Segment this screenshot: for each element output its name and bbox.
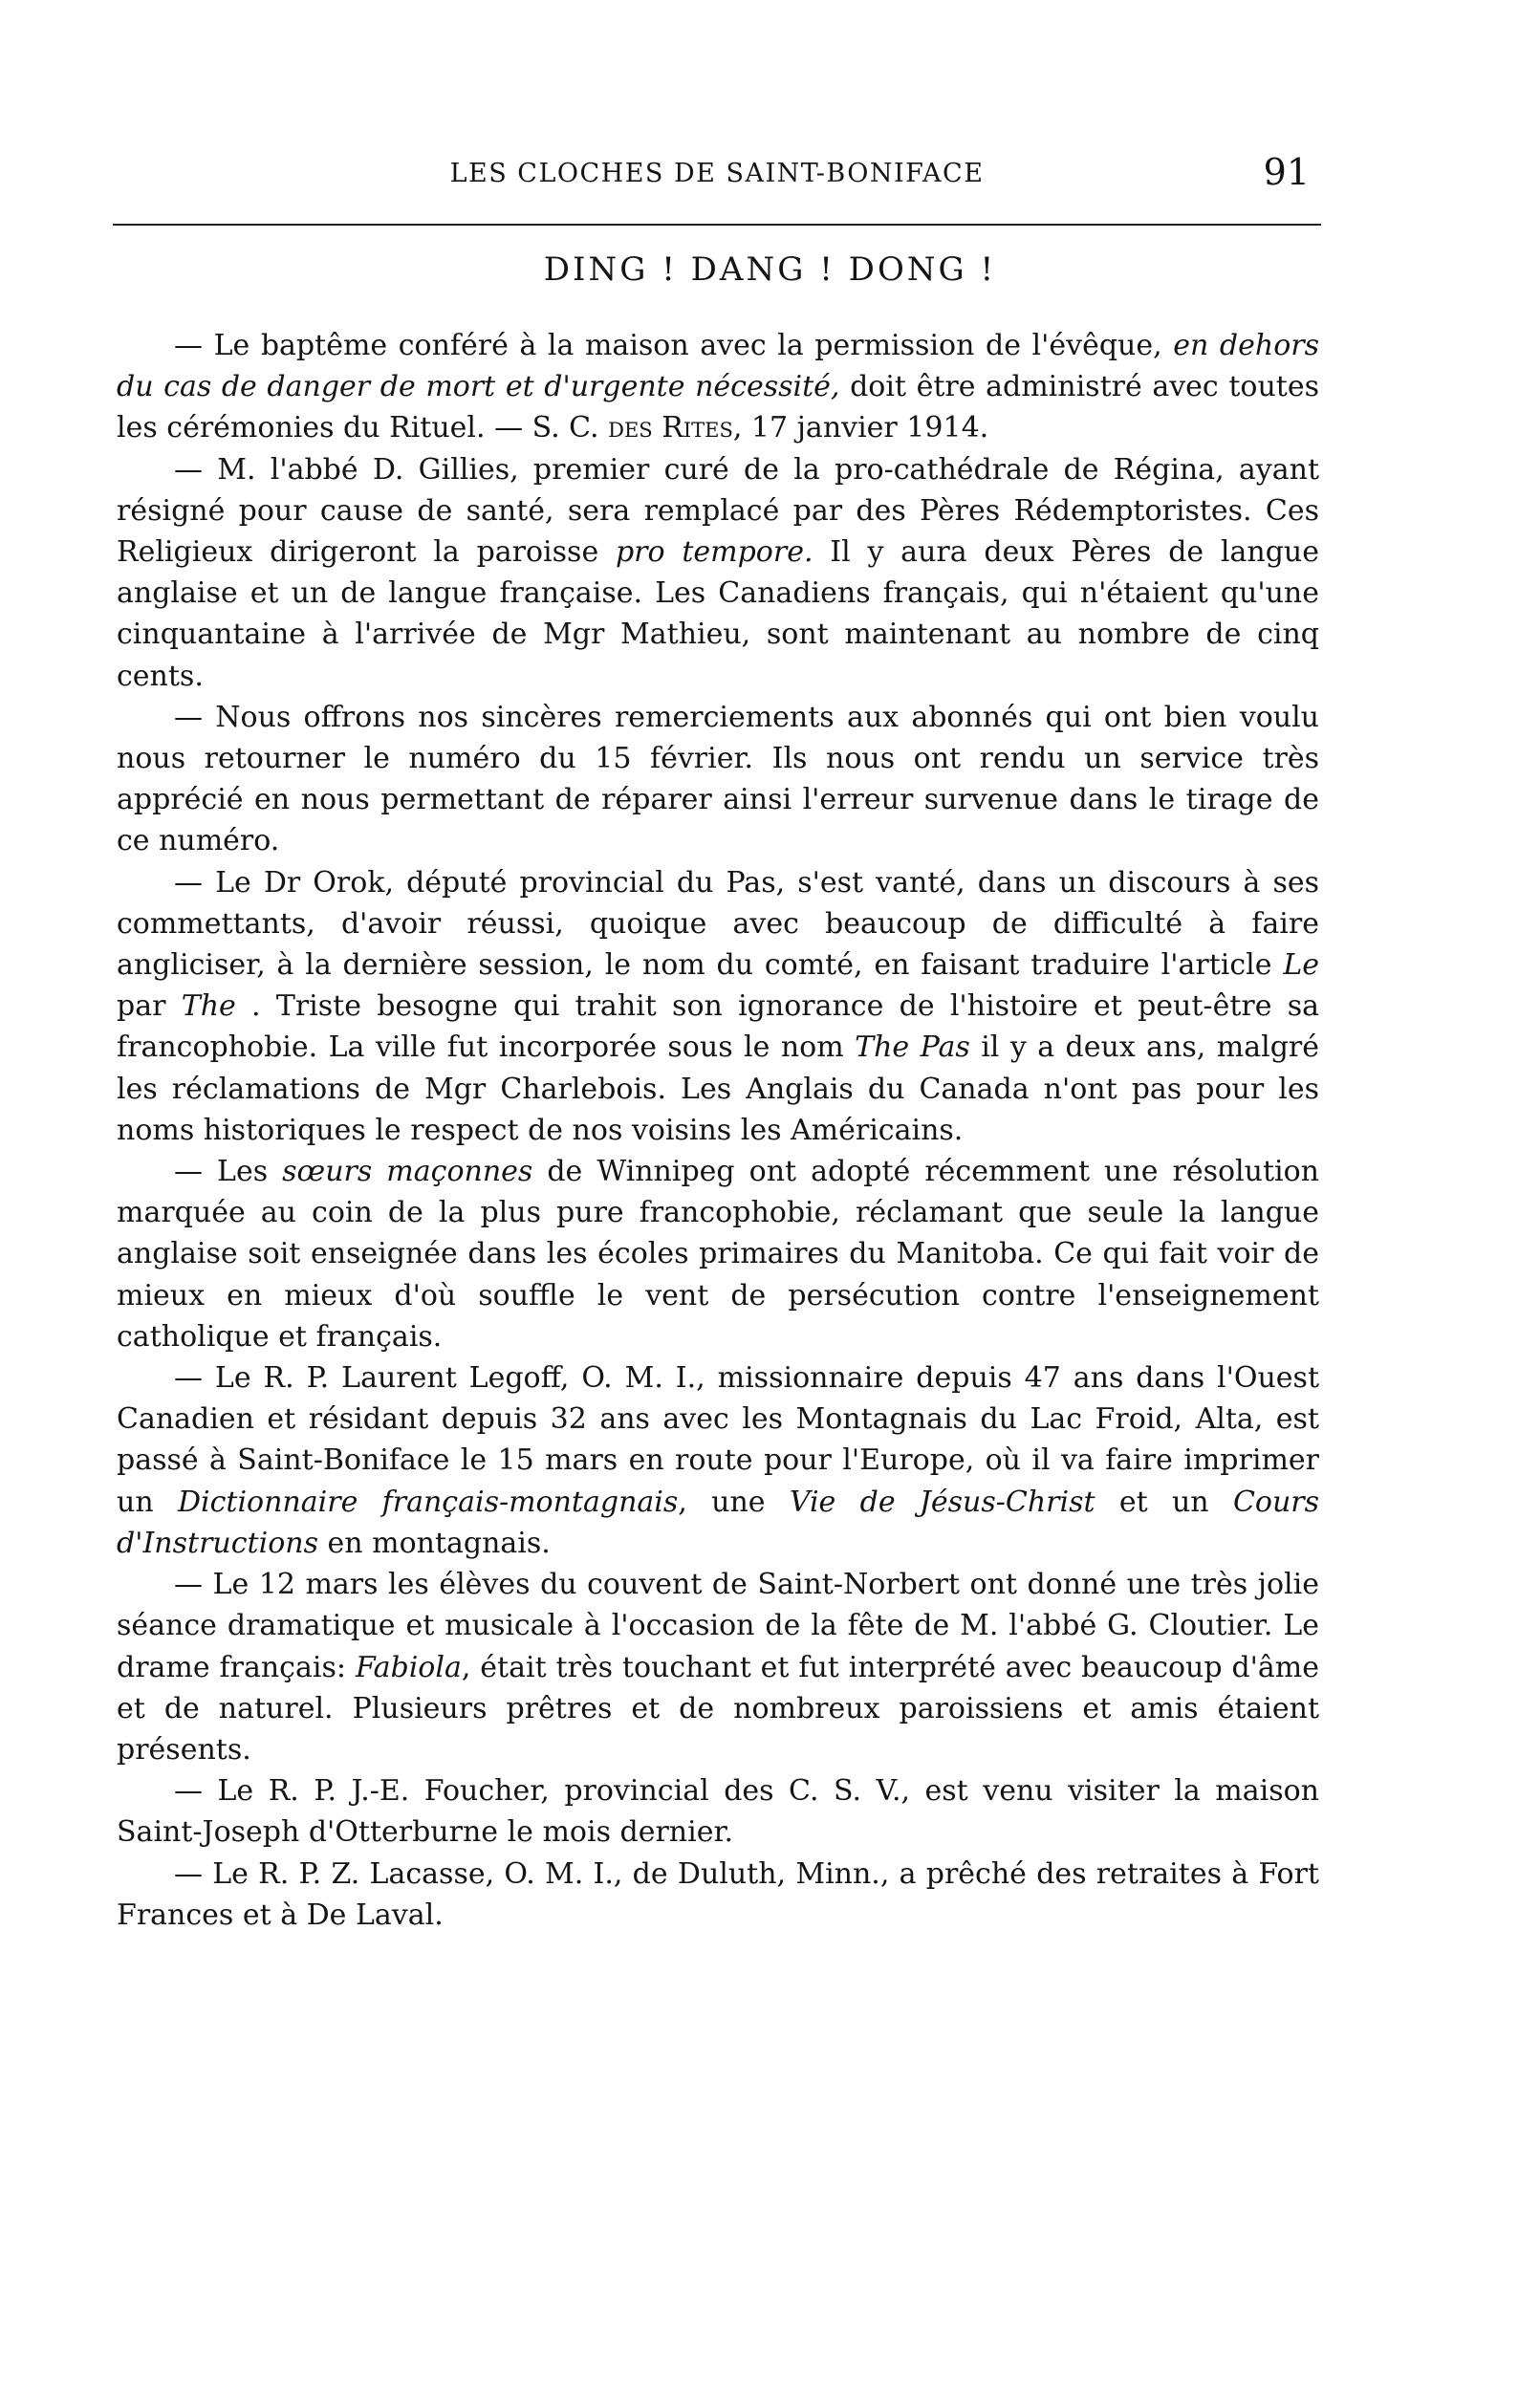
- text-run: Il y aura deux Pères de langue anglaise et un de langue française. Les Canadiens français, qui n'étaient qu'une cinquantaine à l'arrivée de Mgr Mathieu, sont maintenant au nombre de cinq cents.: [117, 535, 1319, 693]
- text-run: il y a deux ans, malgré les réclamations de Mgr Charlebois. Les Anglais du Canada n'ont pas pour les noms historiques le respect de nos voisins les Américains.: [117, 1030, 1319, 1147]
- paragraph-baptism: [117, 325, 1319, 449]
- paragraph-gillies: [117, 449, 1319, 697]
- text-run: doit être administré avec toutes les cérémonies du Rituel. — S. C.: [117, 370, 1319, 445]
- page-number: 91: [1263, 151, 1310, 193]
- italic-run: sœurs maçonnes: [282, 1155, 533, 1189]
- paragraph-foucher: — Le R. P. J.-E. Foucher, provincial des C. S. V., est venu visiter la maison Saint-Joseph d'Otterburne le mois dernier.: [117, 1774, 1319, 1850]
- text-run: , 17 janvier 1914.: [732, 411, 989, 445]
- paragraph-soeurs: [117, 1151, 1319, 1357]
- paragraph-norbert: [117, 1564, 1319, 1770]
- paragraph-lacasse: — Le R. P. Z. Lacasse, O. M. I., de Duluth, Minn., a prêché des retraites à Fort Frances et à De Laval.: [117, 1856, 1319, 1932]
- text-run: . Triste besogne qui trahit son ignorance de l'histoire et peut-être sa francophobie. La ville fut incorporée sous le nom: [117, 989, 1319, 1065]
- italic-run: The Pas: [855, 1030, 970, 1065]
- italic-run: Le: [1283, 948, 1319, 983]
- article-body: [117, 325, 1319, 1936]
- italic-run: pro tempore.: [615, 535, 813, 570]
- text-run: — Le R. P. Laurent Legoff, O. M. I., missionnaire depuis 47 ans dans l'Ouest Canadien et résidant depuis 32 ans avec les Montagnais du Lac Froid, Alta, est passé à Saint-Boniface le 15 mars en route pour l'Europe, où il va faire imprimer un: [117, 1361, 1319, 1519]
- text-run: par: [117, 989, 182, 1024]
- running-title: LES CLOCHES DE SAINT-BONIFACE: [449, 159, 985, 188]
- text-run: , était très touchant et fut interprété avec beaucoup d'âme et de naturel. Plusieurs prêtres et de nombreux paroissiens et amis étaient présents.: [117, 1650, 1320, 1767]
- paragraph-legoff: [117, 1357, 1319, 1564]
- header-rule: [113, 224, 1321, 226]
- italic-run: Vie de Jésus-Christ: [789, 1485, 1095, 1519]
- text-run: en montagnais.: [317, 1526, 551, 1560]
- text-run: — Le Dr Orok, député provincial du Pas, s'est vanté, dans un discours à ses commettants, d'avoir réussi, quoique avec beaucoup de difficulté à faire angliciser, à la dernière session, le nom du comté, en faisant traduire l'article: [117, 865, 1319, 983]
- text-run: de Winnipeg ont adopté récemment une résolution marquée au coin de la plus pure francophobie, réclamant que seule la langue anglaise soit enseignée dans les écoles primaires du Manitoba. Ce qui fait voir de mieux en mieux d'où souffle le vent de persécution contre l'enseignement catholique et français.: [117, 1155, 1319, 1354]
- italic-run: Cours d'Instructions: [117, 1485, 1320, 1560]
- paragraph-orok: [117, 862, 1319, 1151]
- paragraph-thanks: — Nous offrons nos sincères remerciements aux abonnés qui ont bien voulu nous retourner le numéro du 15 février. Ils nous ont rendu un service très apprécié en nous permettant de réparer ainsi l'erreur survenue dans le tirage de ce numéro.: [117, 700, 1319, 858]
- italic-run: Dictionnaire français-montagnais: [177, 1485, 679, 1519]
- running-header: [115, 151, 1319, 199]
- text-run: — Les: [174, 1155, 283, 1189]
- text-run: — Le 12 mars les élèves du couvent de Saint-Norbert ont donné une très jolie séance dramatique et musicale à l'occasion de la fête de M. l'abbé G. Cloutier. Le drame français:: [117, 1568, 1319, 1684]
- italic-run: en dehors du cas de danger de mort et d'urgente nécessité,: [117, 329, 1319, 404]
- section-title: DING ! DANG ! DONG !: [543, 250, 997, 289]
- italic-run: Fabiola: [355, 1650, 462, 1684]
- text-run: et un: [1095, 1485, 1233, 1519]
- smallcaps-run: des Rites: [608, 411, 733, 445]
- text-run: — Le baptême conféré à la maison avec la permission de l'évêque,: [174, 329, 1174, 362]
- italic-run: The: [181, 989, 236, 1024]
- text-run: , une: [678, 1485, 790, 1519]
- text-run: — M. l'abbé D. Gillies, premier curé de la pro-cathédrale de Régina, ayant résigné pour cause de santé, sera remplacé par des Pères Rédemptoristes. Ces Religieux dirigeront la paroisse: [117, 452, 1319, 570]
